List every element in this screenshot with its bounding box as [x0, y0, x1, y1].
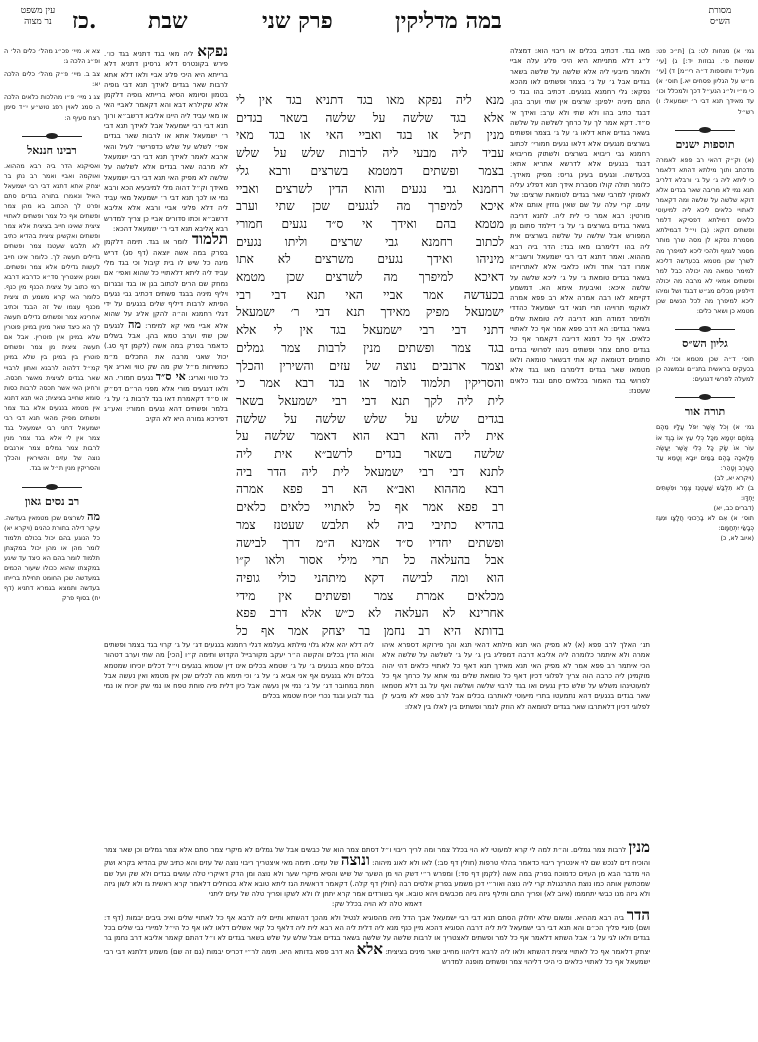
- gemara-line: מנא ליה נפקא מאו בגד דתניא בגד אין לי: [236, 93, 504, 107]
- gemara-line: ופשתים יחדיו ס״ד אמינא ה״מ דרך לבישה: [236, 535, 504, 550]
- gemara-line: עביד ליה מבעי ליה לרבות שלש על שלש: [236, 146, 504, 161]
- gemara-line: אחרינא לא העלאה לא כ״ש אלא דרב פפא: [236, 606, 504, 621]
- gemara-line: בגדים שלש על שלש שלשה על שלשה: [236, 411, 504, 426]
- bottom-paragraph-text: ביה רבא מההיא. ומשום שלא יחלוק הסתם תנא דבי רבי ישמעאל אבך הדל מיה מהסוגיא לנטיל ולא מהכך דהשתא ותיים ליה לרבא אף כל לאתויי שלים ואיכ ביבים יבמות (דף ד: ושם) סוגיי פליך הכ״ם והא תנא דבי רבי ישמעאל לית ליה דרבה הסוגיא דהכא מיין כנף מנא ליה דלית ליה הא רבא לית ליה דלאף כל קאי אשלים דלאו לאו אף כל הי״ל למיירי גבי שלים בכל בגדים ולאו לגי על ג׳ אבל השתא דלאמר אף כל למר ופשתים לאצטריך או לרבות שלשה על שלשה בשאר בגדים אבל שלש על שלש בשאר בגדים לא ו״ל דהתם קאמר אליבא דרב נחמן בר יצחק דלאמר אף כל לאתויי ציצית דהשתא ולאו ליה לרבא דליהוו מחייב שאר מינים בציצית:: [104, 913, 650, 956]
- rashi-text: מאו בגד. דכתיב בכלים או ריבוי הוא: דמצלה ל״ג דלא מתנייתא היא היכי פליג עלה אביי ולאמר מיבעי ליה אלא שלשה על שלשה בשאר בגדים אבל ג׳ על ג׳ בצמר ופשתים לאו מהכא נפקא: גלי רחמנא בנגעים. דכתיב בהו בגד כי התם מיניה ילפינן: שרצים אין שתי וערב בהן. דבגד כתיב בהו ולא שתי ולא ערב: ואידך אי ס״ד. דקא אמר לך על כרחך לשלשה על שלשה בשאר בגדים אתא דלאו ג׳ על ג׳ בצמר ופשתים בשרצים מנגעים אלא דלאו נגעים חמורי׳ לכתוב רחמנא גבי ריבויא בשרצים ולשתוק מריבויא דבגד בנגעים אלא לדרשא אתריא אתא: בכעדשה. ונגעים בעינן גריס: מפיק מאידך. כלומר תולה קולו מסברת אידך תנא דפליג עליה לאפוקי למרבי שאר בגדים לטומאת שרצים: של עזים. קרי עלה על שם שאין גוזזין אותם אלא מורטין: רבא אמר כי לית ליה. לתנא דריבה בשאר בגדים בשרצים ג׳ על ג׳ דילמד סתום מן המפורש אבל שלשה על שלשה בשרצים אית ליה בהו דלימרבו מאו בגד: הדר ביה רבא מההוא. ואמר דתנא דבי רבי ישמעאל ורשב״א אמרו דבר אחד ולאו כלאבי אלא לאתרוייהו בשאר בגדים טומאת ג׳ על ג׳ ליכא שלשה על שלשה איכא: ואיבעית אימא הא. דמשמע דקיימא לאו רבה אמרה אלא רב פפא אמרה לאוקמי תרוייהו תרי תנאי דבי ישמעאל כהדדי ולמימר דמודה תנא דריבה ליה טומאת שלים בשאר בגדים: הא דרב פפא אמר אף כל לאתויי כלאים. אף כל דמנא דריבה דקאמר אף כל בגדים סתם צמר ופשתים נינהו לפרושי בגדים סתומים דטומאה קא אתי דבשאר טומאה ולאו מטמאו שאר בגדים דלימרבו מאו בגד אלא לפרושי בגד האמור בכלאים סתם ובגד כלאים שעטנז:: [510, 47, 650, 395]
- gemara-line: בדותא היא רב נחמן בר יצחק אמר אף כל: [236, 624, 504, 637]
- tosafot-text: [104, 46, 228, 234]
- bottom-lead-word: מנין: [628, 842, 650, 856]
- section-divider-ornament: [22, 133, 82, 139]
- ein-mishpat-entry: צג ג מיי׳ פ״ו מהלכות כלאים הלכה ה סמג לאוין רפג טוש״ע י״ד סימן רצח סעיף ה:: [4, 93, 100, 122]
- torah-or-entry: [656, 422, 754, 483]
- tosafot-continuation-text: ליה דלא יהא אלא גלוי מילתא בעלמא דגלי רחמנא בנגעים דג׳ על ג׳ קרוי בגד בצמר ופשתים והוא הדין בכלים והקשה ה״ר יעקב מקורבייל הקדוש ותימה ק״ו [הכי] מה שתי וערב דטהור בכלים טמא בנגעים ג׳ על ג׳ שטמא בכלים אינו דין שטמא בנגעים וי״ל דכלים יוכיחו שמטמא בכלים ולא בנגעים אף אני אביא ג׳ על ג׳ וכי תימא מה לכלים שכן אין מטמא ואין נעשה אבל חמת במחובר דג׳ על ג׳ נמי אין נעשה אבל כיון דלית פיה פוחת טפח או נמי שק יוכיח או נמי בגד לבוע ובגד נכרי יוכיח שטמא בכלים: [104, 641, 374, 701]
- rashi-continuation: [382, 640, 650, 840]
- masoret-label-line-1: מסורת: [708, 6, 732, 16]
- gilyon-hashas-title: גליון הש״ס: [682, 337, 728, 351]
- tosafot-yeshanim-text: (א) וק״ק דהאי רב פפא לאמרה מדכתב ותוך מילתא דהתא דלאמר כי ליתא ליה ג׳ על ג׳ ורבלא דלריב תנא נמי לא מריבה שאר בגדים אלא דוקא שלשה על שלשה ומה דקאמר לאתויי כלאים ליכא ליה למיעוטי כלאים דמילתא דפסיקא דלמר ופשתים דוקא: (ב) וי״ל דבמילתא מסמרת נפקא לן מסה שרך מותר מסמר לנמף ולהכי ליכא למיפרך מה לשרך שכן מטמא בכעדשה דליכא למימר טמאה מה יכולה כבל למר ופשתים אמאי לא מרבה מה יכולה דילפינן מכלים מג״ש דבגד ושל ומיהו ליכא למיפרך מה לכל הנשים שכן מטמא כן ושאר כלים:: [656, 155, 754, 316]
- gilyon-hashas-text: תוס׳ ד״ה שכן מטמא וכו׳ ולא בכעקים בראשית בתנ״ם ובמשנה כן למעלה לפרשי דנגעים:: [656, 355, 754, 384]
- ein-mishpat-heading: [10, 6, 66, 36]
- rav-nissim-gaon-title: רב נסים גאון: [24, 494, 80, 508]
- gemara-line: בצמר ופשתים דמטמא בשרצים ורבא גלי: [236, 163, 504, 178]
- torah-or-entry: [656, 483, 754, 513]
- section-divider-ornament: [675, 127, 735, 133]
- gemara-main-text: [236, 92, 504, 637]
- torah-or-verse: ב) לֹא תִלְבַּשׁ שַׁעַטְנֵז צֶמֶר וּפִשְׁתִּים יַחְדָּו:: [656, 484, 754, 503]
- masoret-hashas-text: גמ׳ א) מנחות לט: ב) [ת״כ פט: שמושת פ׳. נבוזות יד:] ג) [עי׳ מעל״ד ותוספות ד״ה רי״מ] ד) [עי׳ מ״ש על הגליון פסחים יא.] תוס׳ א) כי מ״י ול״נ הנע״ל דכך ולמכלל וכו׳ עד מאידך תנא דבי ר׳ ישמעאל: ו) רש״ל: [656, 47, 754, 116]
- section-divider-ornament: [22, 484, 82, 490]
- folio-number: כז.: [72, 8, 97, 34]
- bottom-tosafot-paragraph: [104, 905, 650, 967]
- gemara-line: מיניהו ואידך נגעים משרצים לא אתו: [236, 252, 504, 267]
- ein-mishpat-entry: צא א. מיי׳ פכ״ג מהל׳ כלים הל׳ ה ופ״ג הלכה ג:: [4, 47, 100, 66]
- bottom-lead-word: הדר: [626, 905, 650, 924]
- masoret-label-line-2: הש״ס: [709, 17, 731, 27]
- gemara-line: דאיכא למיפרך מה לשרצים שכן מטמא: [236, 270, 504, 285]
- gemara-lines: [236, 92, 504, 637]
- tosafot-yeshanim-title: תוספות ישנים: [675, 137, 735, 151]
- ein-mishpat-entry: צב ב. מיי׳ פ״ק מהל׳ כלים הלכה יא:: [4, 70, 100, 89]
- gemara-line: לית ליה לקך תנא דבי רבי ישמעאל בשאר: [236, 393, 504, 408]
- torah-or-reference: (איוב לא, כ): [720, 534, 754, 543]
- gemara-line: איכא למיפרך מה לנגעים שכן שתי וערב: [236, 199, 504, 214]
- tosafot-lead-word: תלמוד: [191, 230, 228, 249]
- tosafot-paragraph: ליה מאי בגד דתניא בגד כו׳. פירש בקונטרס דלא גרסינן דתניא דלא ברייתא היא היכי פליג אביי ולאו דלא אתא לרבות שאר בגדים לאידך תנא דבי גופיה בטמון וסיומא הסיא ברייתא גופיה דלקמן אלא שקילרא דבא והא דקאמר לאביי האי או מאי עביד ליה היינו אליבא דרשב״א ורוך תנא דבי רבי ישמעאל אבל לאידך תנא דבי ר׳ ישמעאל אתא או לרבות שאר בגדים אפי׳ לשלש על שלש כדפרישי׳ לעיל והאי ארבא לאמר לאידך תנא דבי רבי ישמעאל לא מרבה שאר בגדים אלא לשלשה על שלשה לא מפיק האי תנא דבי רבי ישמעאל מאידך וק״ל דהוה מלי למיבעיא הכא ורבא נמי או לכך תנא דבי ר׳ ישמעאל מאי עביד ליה דלא פליגי אביי ורבא אלא אליבא דרשב״א וכתו סדורים אביי כן צריך למדרש רבא אליבא תנא דבי ר׳ ישמעאל דהכא:: [104, 50, 228, 234]
- tosafot-paragraph: לנגעים שכן שתי וערב טמא בהן. אבל בשלים כדאמר בפרק במה אשה (לקמן דף סג.) יכול שאני מרבה את התכלים מ״מ כמשיחות מ״ל שק מה שק טווי ואריג אף כל טווי ואריג:: [104, 321, 228, 383]
- gemara-line: ישמעאל מפיק מאידך תנא דבי ר׳ ישמעאל: [236, 305, 504, 320]
- torah-or-reference: (דברים כב, יא): [713, 504, 754, 513]
- bottom-paragraph-text: לרבות צמר גמלים. וה״ת למה לי קרא למעוטי לא הוי בכלל צמר ומה לריך ריבוי ו״ל דסתם צמר הוא של כבשים אבל של גמלים לא מיקרי צמר סתם אלא צמר גמלים וכן שאר צמר והוכיח דים לנכש שם לוי אינטריך ריבוי כדאמר בהלוי טרפות (חולין דף סב:) לאו ולא לאוג מיהוה:: [104, 846, 650, 868]
- rav-nissim-gaon-block: [4, 509, 100, 604]
- ein-mishpat-label-line-1: עין משפט: [20, 6, 56, 16]
- bottom-lead-word: ונוצה: [340, 851, 370, 870]
- tosafot-lead-word: אי ס״ד: [155, 370, 186, 384]
- rabbeinu-chananel-title: רבינו חננאל: [27, 143, 77, 157]
- tractate-name: שבת: [148, 8, 188, 34]
- tosafot-opening-word: נפקא: [197, 46, 228, 60]
- gemara-line: בהדיא כתיבי ביה לא תלבש שעטנז צמר: [236, 517, 504, 532]
- rav-nissim-gaon-text: לשרצים שכן מטמאין בעדשה. עיקר דילה בתורת כהנים (ויקרא יא) כל הנוגע בהם יכול בכולם תלמוד לומר מהן או מהן יכול במקצתן תלמוד לומר בהם הא כיצד עד שיגע במקצתו שהוא ככולו שיעור הכמים במעדשה שכן החומט תחילת ברייתו בעדשה ותמצא בגמרא דתניא (דף יח) בסוף פרק: [4, 513, 100, 603]
- gemara-line: בכעדשה אמר אביי האי תנא דבי רבי: [236, 287, 504, 302]
- bottom-tosafot: [104, 842, 650, 1038]
- torah-or-verse: תוס׳ א) אִם לֹא בָרֵכוּנִי חֲלָצָו וּמִגֵּז כְּבָשַׂי יִתְחַמָּם:: [656, 514, 754, 533]
- tosafot-text: [104, 230, 228, 424]
- gemara-line: רחמנא גבי נגעים והוא הדין לשרצים ואביי: [236, 181, 504, 196]
- gemara-line: לתנא דבי רבי ישמעאל לית ליה הדר ביה: [236, 464, 504, 479]
- gemara-line: מנין ת״ל או בגד ואביי האי או בגד מאי: [236, 128, 504, 143]
- left-margin-column: [4, 46, 100, 1036]
- gemara-line: שלשה בשאר בגדים לרשב״א אית ליה: [236, 447, 504, 462]
- bottom-tosafot-paragraph: [104, 842, 650, 899]
- bottom-lead-word: אלא: [356, 939, 383, 958]
- rav-nissim-gaon-lead-word: מה: [87, 509, 100, 523]
- torah-or-title: תורה אור: [684, 405, 726, 419]
- gemara-line: רב פפא אמר אף כל לאתויי כלאים כלאים: [236, 500, 504, 515]
- gemara-line: הוא ומה לבישה דקא מיתהני כולי גופיה: [236, 570, 504, 585]
- section-divider-ornament: [675, 326, 735, 332]
- torah-or-entry: [656, 513, 754, 543]
- ein-mishpat-label-line-2: נר מצוה: [24, 17, 52, 27]
- gemara-line: דתני דבי רבי ישמעאל בגד אין לי אלא: [236, 323, 504, 338]
- tosafot-paragraph: נגעים חמורי. הא ולאו דנגעים מורי אלא מפני הר״ם דס״ק או ס״ד דקאמרת דאו בגד לרבות ג׳ על ג׳ בלמר ופשתים דהא נגעים חמורי: ואע״ג דפירכא גמורה היא לא הקיב: [104, 374, 228, 424]
- gemara-line: רבא מההוא ואב״א הא רב פפא אמרה: [236, 482, 504, 497]
- rashi-continuation-text: תנ׳ האלך לרב פפא (א) לא מפיק האי תנא מילתא דהאי תנא והך פירוקא דספרא איהו אמרה ולא איתמר כלומרה ליה אליבא דרבה דמפליג בין ג׳ על ג׳ לשלשה על שלשה אלא הכי איתמר רב פפא אמר לא מפיק האי תנא מאידך תנא דאף כל לאתויי כלאים דהי יהוה מוקמינן ליה כרבה הוה צריך לפלוגי דכיון דאף כל טומאת שלים נמי אתא על כרחך אף כל למעוטינהו משלש על שלש כדין נגעים ואו בגד לרבוי שלשה ושלשה ואף על גב דלא מטמאו שאר בגדים בנגעים דהא נתמעטו בתרי מיעוטי לאותרבו בכלים אבל לרב פפא לא מיבעי לן לפלוגי דכיון דלאתרבו שאר בגדים לטומאה לא הוזק לנמר ופשתים בין לאלו בין לאלו:: [382, 641, 650, 711]
- tosafot-column: [104, 46, 228, 636]
- bottom-paragraph-text: הא דרב פפא בדותא היא. תימה לר״י דכריס יבמות (גם זה שם) משמע דלתנא דבי רבי ישמעאל אף כל לאתויי כלאים כי היכי דליהוי צמר ופשתים מופנה למדרש: [104, 947, 650, 966]
- rabbeinu-chananel-text: ואסיקנא הדר ביה רבא מההוא. ואוקמה ואביי ואמר רב נתן בר יצחק אתא דתנא דבי רבי ישמעאל האיל ונאמרו בתורה בגדים סתם ופרט לך הכתוב בא מהן צמר ופשתים אף כל צמר ופשתים לאתויי ציצית שאינו חייב בציצית אלא צמר ופשתים ואקשינן ציצית בהדיא כתיב לא תלבש שעטנז צמר ופשתים גדילים תעשה לך. כלומר אינו חייב לעשות גדילים אלא צמר ופשתים. ושנינן איצטריך סד״א כדרבא דרבא רמי כתוב על ציצית הכנף מין כנף. כלומר האי קרא משמע תו ציצית מכנף עצמו של זה הבגד וכתיב אחרינא צמר ופשתים גדילים תעשה לך הא כיצד שאר מינין במינן פוטרין שלא במינן אין פוטרין. אבל אם תעשה ציצית מן צמר ופשתים פוטרין בין במינן בין שלא במינן קמ״ל דלהוה לרבנא ואתון לרבויי שאר בגדים לציצית מאשר תכסה. ורחינן האי אשר תכסה לרבות כסות סומא שחייב בציצית; האי תנא דתנא אין מטמא בנגעים אלא בגד צמר ופשתים מפיק מהאי תנא דבי רבי ישמעאל דתני רבי ישמעאל בגד צמר אין לי אלא בגד צמר מנין לרבות צמר גמלים צמר ארנבים נוצה של עזים והשיראין והכלך והסריקין מנין ת״ל או בגד.: [4, 161, 100, 473]
- chapter-number: פרק שני: [262, 8, 333, 34]
- gemara-line: בגד צמר ופשתים מנין לרבות צמר גמלים: [236, 340, 504, 355]
- torah-or-reference: (ויקרא יא, לב): [714, 473, 754, 482]
- gemara-line: וצמר ארנבים נוצה של עזים והשירין והכלך: [236, 358, 504, 373]
- gemara-line: אלא בגד שלשה על שלשה בשאר בגדים: [236, 110, 504, 125]
- section-divider-ornament: [675, 394, 735, 400]
- right-margin-column: [656, 46, 754, 1036]
- gemara-line: מכלאים אמרת צמר ופשתים אין מידי: [236, 588, 504, 603]
- torah-or-verse: גמ׳ א) וְכֹל אֲשֶׁר יִפֹּל עָלָיו מֵהֶם בְּמֹתָם יִטְמָא מִכָּל כְּלִי עֵץ אוֹ בֶגֶד אוֹ עוֹר אוֹ שָׂק כָּל כְּלִי אֲשֶׁר יֵעָשֶׂה מְלָאכָה בָּהֶם בַּמַּיִם יוּבָא וְטָמֵא עַד הָעֶרֶב וְטָהֵר:: [656, 423, 754, 472]
- tosafot-continuation: [104, 640, 374, 840]
- tosafot-paragraph: לומר או בגד. תימה דלקמן בפרק במה אשה יוצאה (דף סג) דריש מינה כל שיש לו בית קיבול וכי בגד מלי עביד ליה ליתא דלאתויי כל שהוא ואפי׳ אם נמחק שם הרים לכתוב בגן או בגד ובגרום ויליף מיניה בבגד פשתים דכתיב גבי נגעים הפיתא לרבות דיליף שלים בנגעים על ידי דגלי רחמנא וה״ה להקן אליג על שהוא אלא אביי מאי קא למימר:: [104, 238, 228, 330]
- gemara-line: לכתוב רחמנא גבי שרצים וליתו נגעים: [236, 234, 504, 249]
- bottom-paragraph-end: דאמא טלה לא הויה בכלל שק:: [332, 900, 422, 909]
- ein-mishpat-section: [4, 46, 100, 123]
- masoret-hashas-heading: [690, 6, 750, 36]
- chapter-title: במה מדליקין: [395, 8, 502, 34]
- rashi-column: [510, 46, 650, 636]
- tosafot-lead-word: מה: [128, 317, 141, 331]
- gemara-line: אבל בהעלאה כל תרי מילי אסור ולאו ק״ו: [236, 553, 504, 568]
- bottom-paragraph-text: של עזים. תימה מאי איצטריך ריבוי נוצה של עזים והא כתיב שק בהדיא בקרא ושק הוי מדבר הבא מן העזים כדמוכח בפרק במה אשה (לקמן דף סד:) ומפרש ר״י דשק הוי מן השער של שיש והסיא מיקרי שער ולא נוצה ומן הדק דאיקרי טלה עושים בגדים ולא שק ועל שם שמכתשין אותה כמו נוצת התרנגולת קרי ליה נוצה ואור״י דכן משמע בפרק אלסים רבה (חולין דף קלה.) דקאמר דראשית הגז ליתא טובא אלא בכוחלים דלאמר קרא ראשית גז ולא לשון גיזה ולא גיזה מנו כבשי יתחממו (איוב לא) ופריך התם ותילף גיזה גיזה מכבשים ויהא טובא. אף בשורדים אמר קרא יתחן לו ולא לשקו ופריך טלה של עזים ליתני: [104, 859, 650, 899]
- gemara-line: מטמא בהם ואידך אי ס״ד נגעים חמורי: [236, 216, 504, 231]
- gemara-line: אית ליה והא רבא הוא דאמר שלשה על: [236, 429, 504, 444]
- gemara-line: והסריקין תלמוד לומר או בגד רבא אמר כי: [236, 376, 504, 391]
